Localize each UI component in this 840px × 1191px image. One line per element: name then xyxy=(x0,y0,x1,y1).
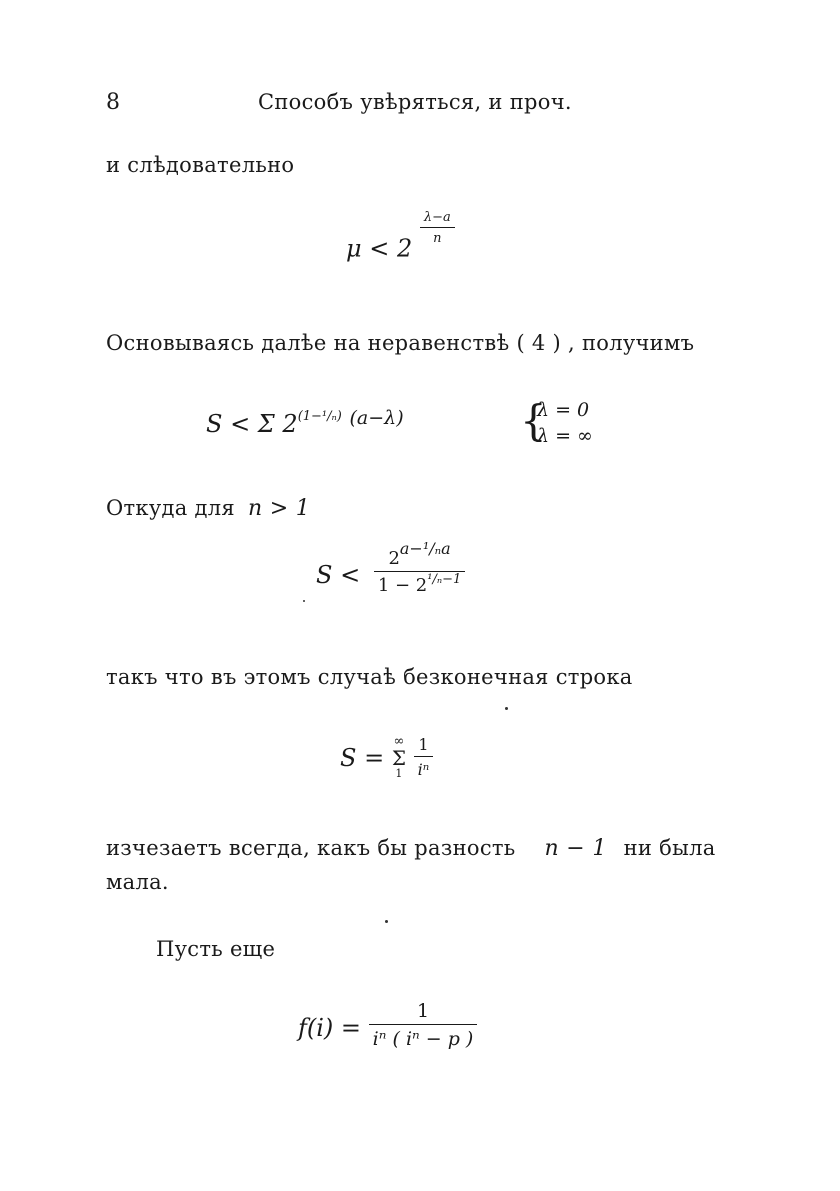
scan-speck xyxy=(505,707,508,710)
exponent-numerator: λ−a xyxy=(423,210,451,225)
inline-formula: n > 1 xyxy=(247,496,311,521)
formula-sum xyxy=(206,407,404,438)
paragraph-text: такъ что въ этомъ случаѣ безконечная строка xyxy=(106,665,633,689)
denominator-exponent: ¹/ₙ−1 xyxy=(427,572,462,587)
function-fraction xyxy=(369,1000,478,1050)
paragraph-text xyxy=(106,496,310,521)
sigma-symbol: Σ xyxy=(391,746,406,770)
running-title: Способъ увѣряться, и проч. xyxy=(258,90,572,114)
exponent-fraction xyxy=(420,210,455,246)
fraction-denominator: iⁿ xyxy=(414,756,434,779)
fraction-numerator: 1 xyxy=(416,1000,430,1022)
formula-lhs: μ < 2 xyxy=(346,234,413,263)
paragraph-text: Основываясь далѣе на неравенствѣ ( 4 ) , получимъ xyxy=(106,331,695,355)
paragraph-prefix: Откуда для xyxy=(106,496,235,520)
paragraph-text: и слѣдовательно xyxy=(106,153,295,177)
formula-exponent: (1−¹/ₙ) xyxy=(297,409,342,424)
formula-function xyxy=(298,1000,477,1050)
paragraph-text: мала. xyxy=(106,870,169,894)
page-number: 8 xyxy=(106,90,121,115)
condition-1: λ = 0 xyxy=(537,399,590,421)
scan-speck xyxy=(385,920,388,923)
scan-speck xyxy=(303,600,305,602)
fraction-numerator: 1 xyxy=(418,735,429,754)
condition-brace: { xyxy=(520,396,547,445)
paragraph-text-end: ни была xyxy=(623,836,716,860)
main-fraction xyxy=(374,539,465,596)
fraction-denominator: iⁿ ( iⁿ − p ) xyxy=(369,1024,478,1050)
paragraph-text-start: изчезаетъ всегда, какъ бы разность xyxy=(106,836,516,860)
exponent-denominator: n xyxy=(420,227,455,246)
sigma-lower-limit: 1 xyxy=(395,767,403,780)
series-fraction xyxy=(414,735,434,779)
formula-lhs: f(i) = xyxy=(298,1013,362,1042)
numerator-exponent: a−¹/ₙa xyxy=(399,539,451,558)
formula-lhs: S < Σ 2 xyxy=(206,410,298,438)
sigma-upper-limit: ∞ xyxy=(393,734,405,749)
formula-tail: (a−λ) xyxy=(349,407,404,429)
paragraph-text: Пусть еще xyxy=(156,937,276,961)
paragraph-text xyxy=(106,836,716,861)
condition-2: λ = ∞ xyxy=(537,425,593,447)
numerator-base: 2 xyxy=(388,548,400,569)
formula-fraction-s xyxy=(316,539,465,596)
formula-lhs: S < xyxy=(316,560,361,589)
inline-formula: n − 1 xyxy=(544,836,607,861)
formula-series xyxy=(340,735,433,779)
denominator-base: 1 − 2 xyxy=(377,575,428,596)
formula-lhs: S = xyxy=(340,743,385,772)
